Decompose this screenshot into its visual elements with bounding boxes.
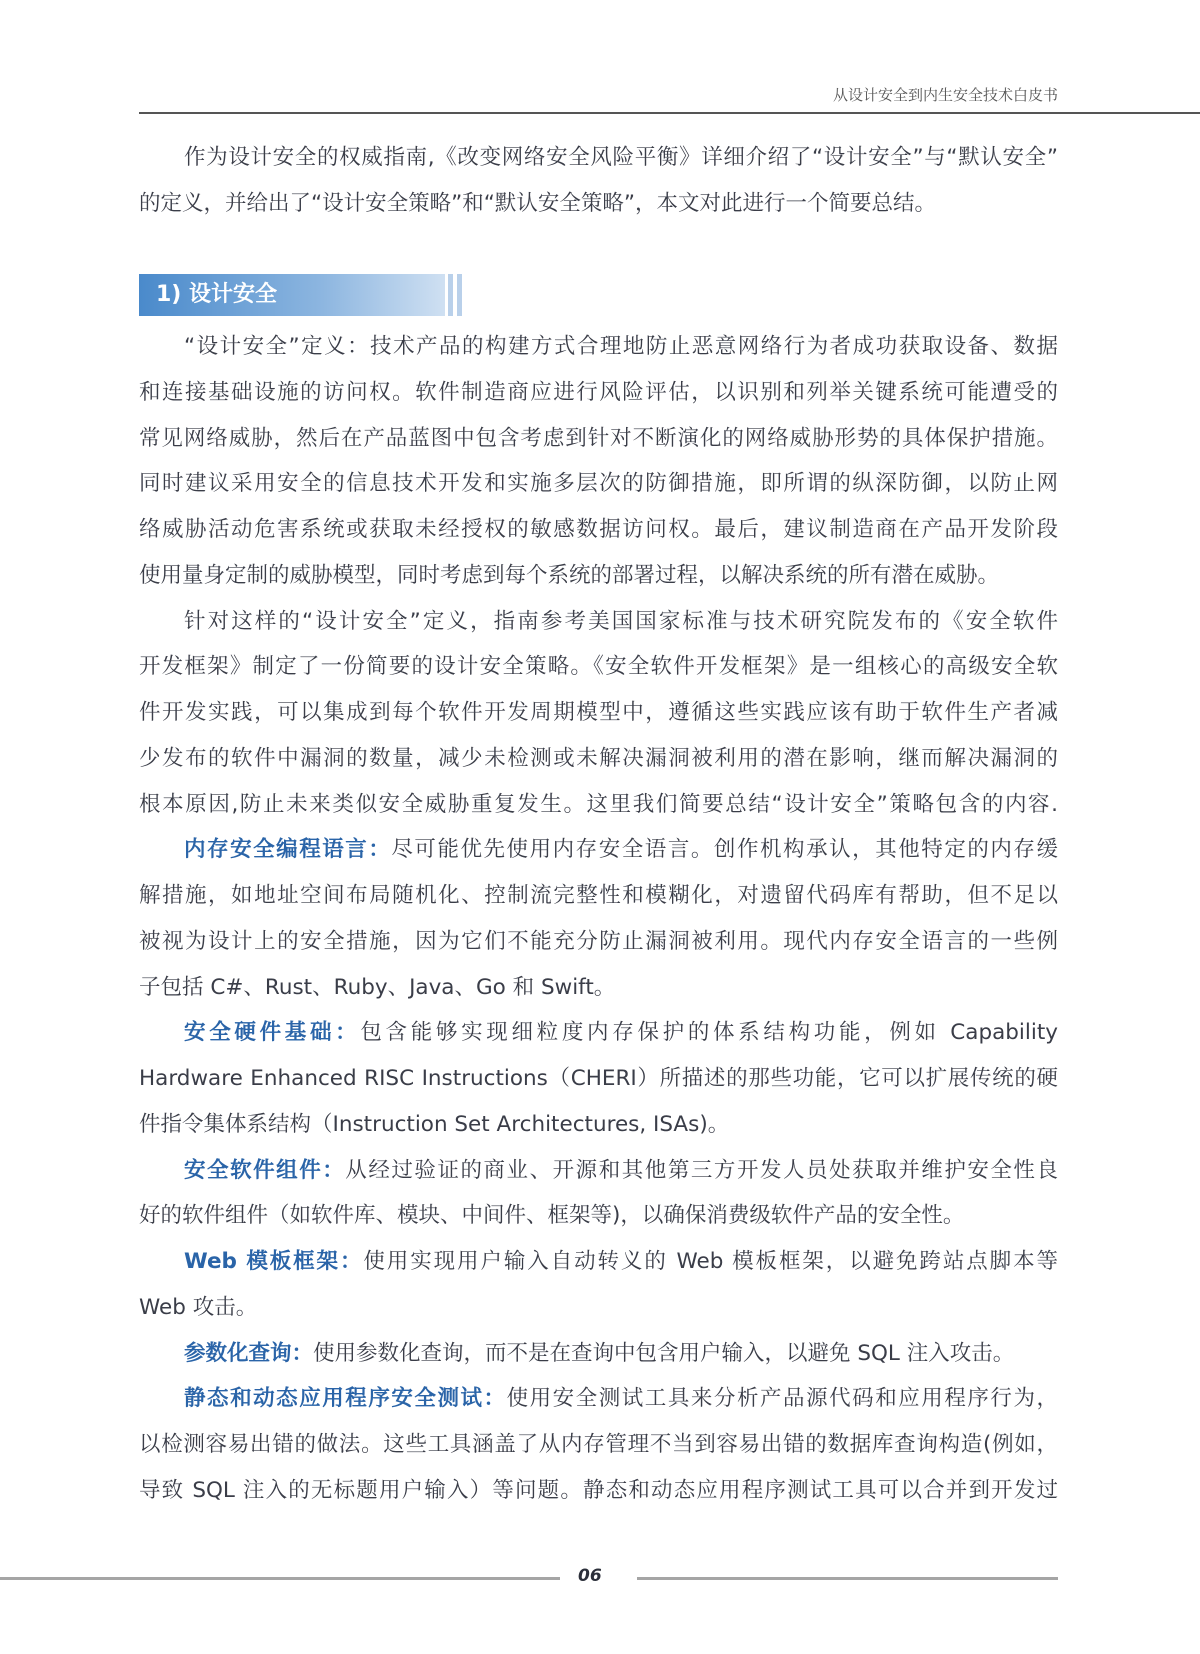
heading-decor-bar <box>457 274 462 316</box>
text-line: 件指令集体系结构（Instruction Set Architectures, ISAs)。 <box>139 1111 730 1137</box>
running-header: 从设计安全到内生安全技术白皮书 <box>832 86 1058 104</box>
text-line <box>139 827 1058 873</box>
text-span: 包含能够实现细粒度内存保护的体系结构功能，例如 Capability <box>360 1020 1058 1046</box>
text-line: 子包括 C#、Rust、Ruby、Java、Go 和 Swift。 <box>139 974 616 1000</box>
text-line: 被视为设计上的安全措施，因为它们不能充分防止漏洞被利用。现代内存安全语言的一些例 <box>139 928 1058 954</box>
section-title: 1) 设计安全 <box>156 282 278 307</box>
header-divider <box>139 112 1200 114</box>
text-line <box>139 1010 1058 1056</box>
term-sast-dast: 静态和动态应用程序安全测试： <box>184 1386 507 1412</box>
text-line <box>139 1148 1058 1194</box>
page-number: 06 <box>578 1566 602 1586</box>
text-line: 和连接基础设施的访问权。软件制造商应进行风险评估，以识别和列举关键系统可能遭受的 <box>139 379 1058 405</box>
text-line: “设计安全”定义：技术产品的构建方式合理地防止恶意网络行为者成功获取设备、数据 <box>184 334 1058 359</box>
text-line: Hardware Enhanced RISC Instructions（CHERI）所描述的那些功能，它可以扩展传统的硬 <box>139 1066 1058 1091</box>
text-line: 导致 SQL 注入的无标题用户输入）等问题。静态和动态应用程序测试工具可以合并到开发过 <box>139 1477 1058 1503</box>
section-heading <box>139 274 445 316</box>
text-line: 作为设计安全的权威指南,《改变网络安全风险平衡》详细介绍了“设计安全”与“默认安全” <box>184 145 1058 170</box>
text-span: 使用参数化查询，而不是在查询中包含用户输入，以避免 SQL 注入攻击。 <box>313 1340 1015 1366</box>
term-web-template: Web 模板框架： <box>184 1249 364 1274</box>
text-line: 以检测容易出错的做法。这些工具涵盖了从内存管理不当到容易出错的数据库查询构造(例如， <box>139 1432 1058 1457</box>
text-line: 常见网络威胁，然后在产品蓝图中包含考虑到针对不断演化的网络威胁形势的具体保护措施。 <box>139 425 1058 451</box>
footer-rule-right <box>637 1577 1058 1580</box>
text-line: 针对这样的“设计安全”定义，指南参考美国国家标准与技术研究院发布的《安全软件 <box>184 608 1058 634</box>
heading-decor-bar <box>448 274 453 316</box>
term-secure-hardware: 安全硬件基础： <box>184 1020 361 1046</box>
term-parameterized-query: 参数化查询： <box>184 1340 314 1366</box>
text-line: 件开发实践，可以集成到每个软件开发周期模型中，遵循这些实践应该有助于软件生产者减 <box>139 700 1058 725</box>
text-span: 尽可能优先使用内存安全语言。创作机构承认，其他特定的内存缓 <box>391 837 1058 863</box>
text-line: 络威胁活动危害系统或获取未经授权的敏感数据访问权。最后，建议制造商在产品开发阶段 <box>139 517 1058 542</box>
text-span: 使用实现用户输入自动转义的 Web 模板框架，以避免跨站点脚本等 <box>363 1249 1058 1274</box>
body-text <box>139 324 1058 1514</box>
text-line: 的定义，并给出了“设计安全策略”和“默认安全策略”，本文对此进行一个简要总结。 <box>139 190 937 216</box>
text-line: 少发布的软件中漏洞的数量，减少未检测或未解决漏洞被利用的潜在影响，继而解决漏洞的 <box>139 745 1058 771</box>
text-line <box>139 1331 1058 1377</box>
term-memory-safe-languages: 内存安全编程语言： <box>184 837 392 863</box>
text-line <box>139 1376 1058 1422</box>
text-line: 同时建议采用安全的信息技术开发和实施多层次的防御措施，即所谓的纵深防御，以防止网 <box>139 471 1058 497</box>
text-line: 使用量身定制的威胁模型，同时考虑到每个系统的部署过程，以解决系统的所有潜在威胁。 <box>139 562 1000 588</box>
text-line: 好的软件组件（如软件库、模块、中间件、框架等)，以确保消费级软件产品的安全性。 <box>139 1203 965 1229</box>
intro-paragraph <box>139 135 1058 227</box>
text-line <box>139 1239 1058 1285</box>
text-line: Web 攻击。 <box>139 1294 258 1320</box>
term-secure-components: 安全软件组件： <box>184 1157 346 1183</box>
text-line: 开发框架》制定了一份简要的设计安全策略。《安全软件开发框架》是一组核心的高级安全软 <box>139 654 1058 680</box>
text-line: 根本原因,防止未来类似安全威胁重复发生。这里我们简要总结“设计安全”策略包含的内容. <box>139 791 1058 817</box>
footer-rule-left <box>0 1577 560 1580</box>
text-span: 从经过验证的商业、开源和其他第三方开发人员处获取并维护安全性良 <box>345 1157 1058 1183</box>
text-line: 解措施，如地址空间布局随机化、控制流完整性和模糊化，对遗留代码库有帮助，但不足以 <box>139 883 1058 908</box>
text-span: 使用安全测试工具来分析产品源代码和应用程序行为， <box>506 1386 1058 1412</box>
